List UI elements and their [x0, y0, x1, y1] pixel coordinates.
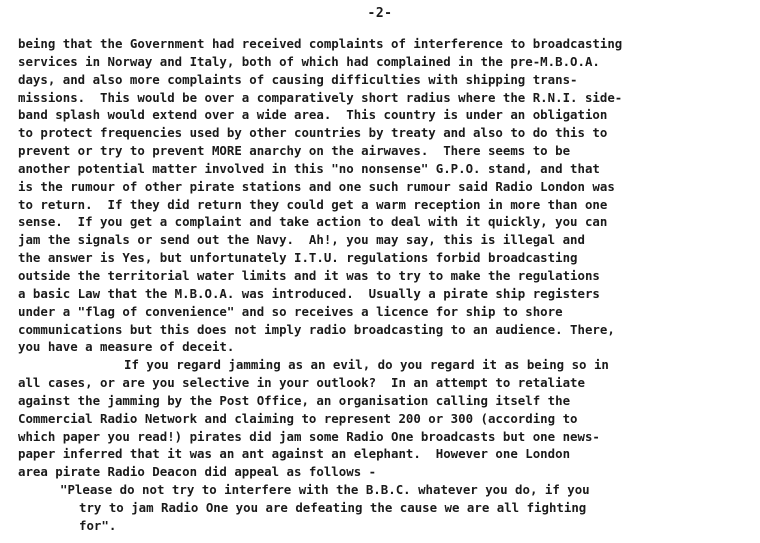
text-line: prevent or try to prevent MORE anarchy on the airwaves. There seems to be	[18, 143, 571, 159]
text-line: sense. If you get a complaint and take action to deal with it quickly, you can	[18, 214, 608, 230]
text-line: paper inferred that it was an ant against an elephant. However one London	[18, 446, 571, 462]
text-line: all cases, or are you selective in your outlook? In an attempt to retaliate	[18, 375, 585, 391]
text-line: outside the territorial water limits and it was to try to make the regulations	[18, 267, 600, 283]
quote-line: "Please do not try to interfere with the B.B.C. whatever you do, if you	[60, 482, 590, 498]
text-line: under a "flag of convenience" and so receives a licence for ship to shore	[18, 303, 563, 319]
text-line: Commercial Radio Network and claiming to represent 200 or 300 (according to	[18, 410, 578, 426]
text-line: the answer is Yes, but unfortunately I.T.U. regulations forbid broadcasting	[18, 250, 578, 266]
paragraph-first-line: If you regard jamming as an evil, do you regard it as being so in	[124, 357, 609, 373]
text-line: jam the signals or send out the Navy. Ah!, you may say, this is illegal and	[18, 232, 585, 248]
text-line: which paper you read!) pirates did jam some Radio One broadcasts but one news-	[18, 428, 600, 444]
text-line: a basic Law that the M.B.O.A. was introduced. Usually a pirate ship registers	[18, 285, 600, 301]
text-line: to return. If they did return they could get a warm reception in more than one	[18, 196, 608, 212]
text-line: against the jamming by the Post Office, an organisation calling itself the	[18, 392, 571, 408]
text-line: you have a measure of deceit.	[18, 339, 235, 355]
text-line: missions. This would be over a comparatively short radius where the R.N.I. side-	[18, 89, 623, 105]
quote-line: for".	[79, 517, 117, 533]
text-line: band splash would extend over a wide area. This country is under an obligation	[18, 107, 608, 123]
text-line: another potential matter involved in this "no nonsense" G.P.O. stand, and that	[18, 160, 600, 176]
quote-line: try to jam Radio One you are defeating the cause we are all fighting	[79, 499, 587, 515]
text-line: is the rumour of other pirate stations and one such rumour said Radio London was	[18, 178, 615, 194]
text-line: to protect frequencies used by other countries by treaty and also to do this to	[18, 125, 608, 141]
page-number: -2-	[367, 6, 393, 21]
text-line: communications but this does not imply radio broadcasting to an audience. There,	[18, 321, 615, 337]
text-line: days, and also more complaints of causing difficulties with shipping trans-	[18, 71, 578, 87]
text-line: area pirate Radio Deacon did appeal as follows -	[18, 464, 377, 480]
text-line: being that the Government had received complaints of interference to broadcasting	[18, 36, 623, 51]
text-line: services in Norway and Italy, both of which had complained in the pre-M.B.O.A.	[18, 53, 600, 69]
body-text	[18, 35, 754, 535]
